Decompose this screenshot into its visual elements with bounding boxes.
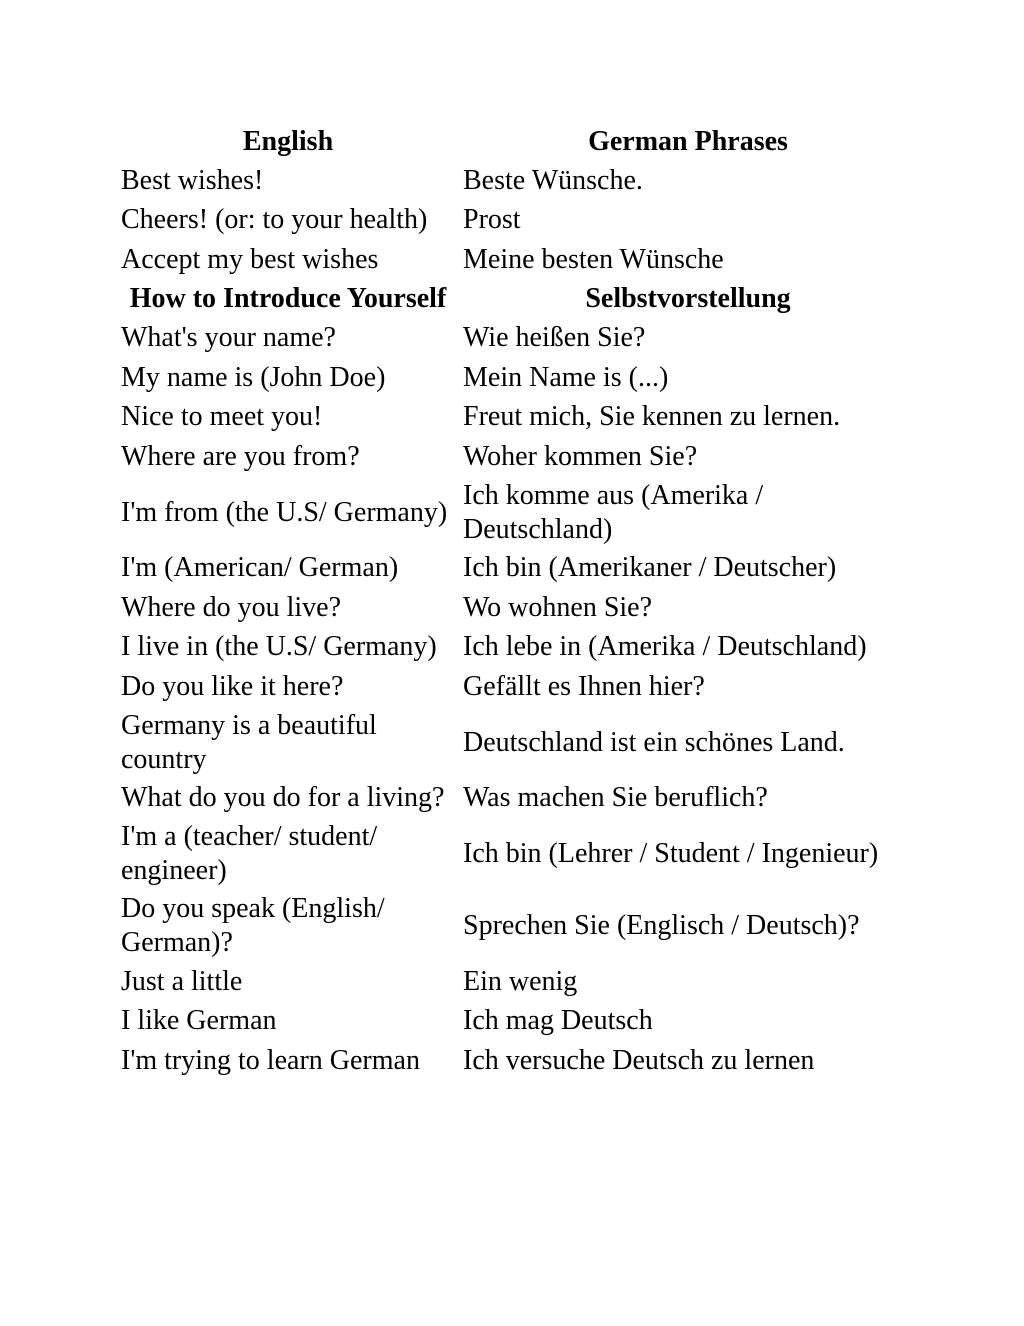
- english-phrase: What do you do for a living?: [121, 782, 445, 814]
- english-phrase: I'm trying to learn German: [121, 1044, 420, 1076]
- english-phrase: Nice to meet you!: [121, 401, 323, 433]
- german-phrase: Ein wenig: [463, 965, 578, 997]
- german-phrase: Ich bin (Amerikaner / Deutscher): [463, 552, 837, 584]
- phrase-page: [117, 122, 917, 1081]
- english-phrase: I like German: [121, 1005, 277, 1037]
- german-phrase: Ich bin (Lehrer / Student / Ingenieur): [463, 838, 879, 869]
- phrase-row: [117, 437, 917, 477]
- phrase-table: [117, 122, 917, 1081]
- phrase-row: [117, 962, 917, 1002]
- phrase-row: [117, 707, 917, 779]
- german-phrase: Wo wohnen Sie?: [463, 591, 653, 623]
- phrase-row: [117, 240, 917, 280]
- english-phrase: What's your name?: [121, 322, 336, 354]
- german-phrase: Was machen Sie beruflich?: [463, 782, 768, 814]
- phrase-row: [117, 549, 917, 589]
- section-heading-german: Selbstvorstellung: [585, 283, 791, 314]
- german-phrase: Wie heißen Sie?: [463, 322, 646, 354]
- english-phrase: Accept my best wishes: [121, 243, 379, 275]
- phrase-row: [117, 667, 917, 707]
- column-header-german: German Phrases: [588, 125, 788, 157]
- german-phrase: Ich komme aus (Amerika / Deutschland): [463, 479, 764, 545]
- english-phrase: I'm from (the U.S/ Germany): [121, 496, 448, 528]
- phrase-row: [117, 1041, 917, 1081]
- phrase-table-body: [117, 122, 917, 1081]
- english-phrase: Where do you live?: [121, 591, 342, 623]
- german-phrase: Freut mich, Sie kennen zu lernen.: [463, 401, 841, 433]
- german-phrase: Woher kommen Sie?: [463, 440, 698, 472]
- section-heading-english: How to Introduce Yourself: [129, 283, 447, 314]
- english-phrase: Do you speak (English/ German)?: [121, 893, 385, 958]
- english-phrase: Where are you from?: [121, 440, 360, 472]
- german-phrase: Gefällt es Ihnen hier?: [463, 670, 705, 702]
- english-phrase: Cheers! (or: to your health): [121, 204, 428, 236]
- phrase-row: [117, 319, 917, 359]
- english-phrase: Germany is a beautiful country: [121, 709, 377, 775]
- phrase-row: [117, 398, 917, 438]
- phrase-row: [117, 890, 917, 962]
- english-phrase: Do you like it here?: [121, 670, 344, 702]
- english-phrase: I live in (the U.S/ Germany): [121, 631, 437, 663]
- column-header-english: English: [242, 125, 334, 157]
- english-phrase: I'm a (teacher/ student/ engineer): [121, 821, 378, 886]
- phrase-row: [117, 358, 917, 398]
- phrase-row: [117, 1002, 917, 1042]
- phrase-row: [117, 628, 917, 668]
- german-phrase: Beste Wünsche.: [463, 164, 643, 196]
- english-phrase: My name is (John Doe): [121, 361, 386, 393]
- german-phrase: Ich versuche Deutsch zu lernen: [463, 1044, 815, 1076]
- phrase-row: [117, 588, 917, 628]
- section-header-row: [117, 280, 917, 319]
- english-phrase: I'm (American/ German): [121, 552, 399, 584]
- german-phrase: Sprechen Sie (Englisch / Deutsch)?: [463, 910, 860, 941]
- phrase-row: [117, 779, 917, 819]
- english-phrase: Just a little: [121, 965, 243, 997]
- phrase-row: [117, 201, 917, 241]
- english-phrase: Best wishes!: [121, 164, 264, 196]
- german-phrase: Meine besten Wünsche: [463, 243, 724, 275]
- german-phrase: Deutschland ist ein schönes Land.: [463, 726, 845, 758]
- german-phrase: Ich mag Deutsch: [463, 1005, 653, 1037]
- german-phrase: Prost: [463, 204, 521, 236]
- phrase-row: [117, 477, 917, 549]
- phrase-row: [117, 161, 917, 201]
- table-header-row: [117, 122, 917, 161]
- german-phrase: Ich lebe in (Amerika / Deutschland): [463, 631, 867, 663]
- german-phrase: Mein Name is (...): [463, 361, 669, 393]
- phrase-row: [117, 818, 917, 890]
